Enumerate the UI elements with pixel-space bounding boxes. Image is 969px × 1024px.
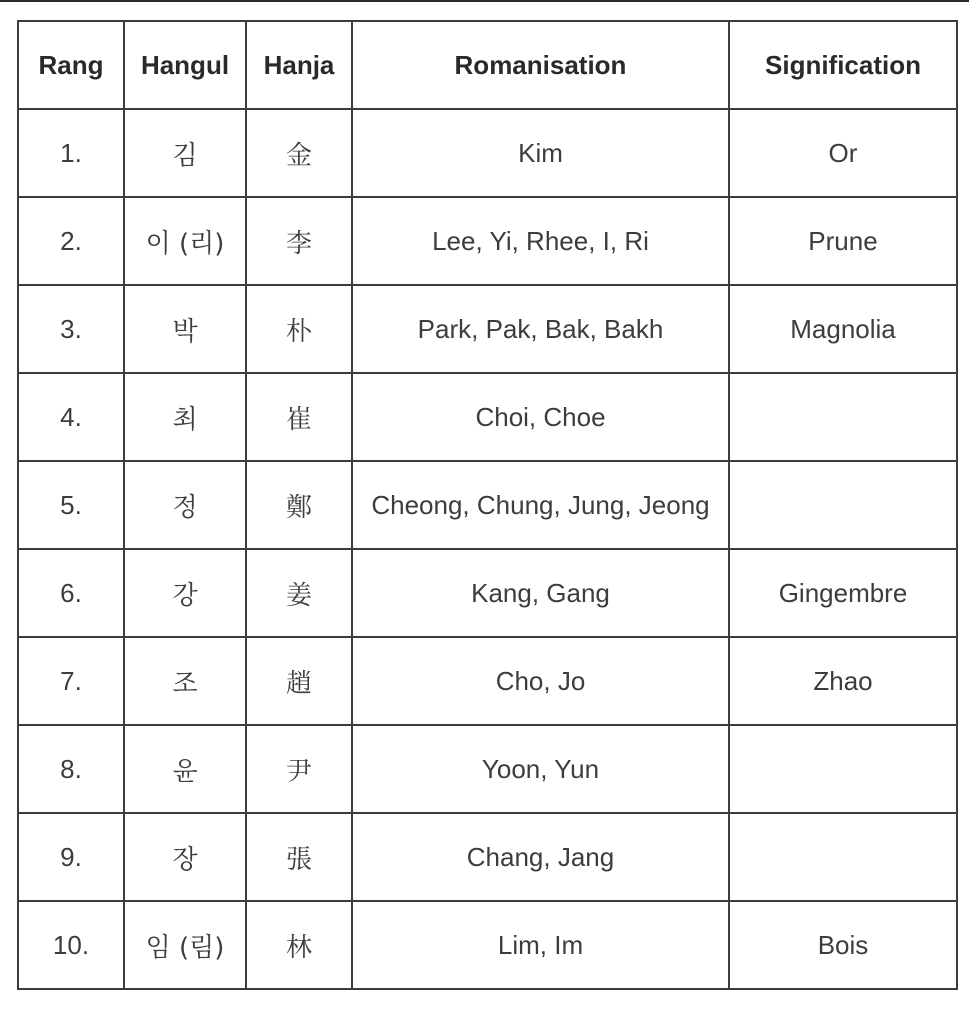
table-row	[18, 109, 957, 197]
header-hangul: Hangul	[124, 21, 246, 109]
cell-signification	[729, 373, 957, 461]
cell-hanja: 張	[246, 813, 352, 901]
cell-rang: 7.	[18, 637, 124, 725]
table-row	[18, 901, 957, 989]
cell-hanja: 朴	[246, 285, 352, 373]
cell-romanisation: Park, Pak, Bak, Bakh	[352, 285, 729, 373]
table-row	[18, 197, 957, 285]
cell-romanisation: Lee, Yi, Rhee, I, Ri	[352, 197, 729, 285]
table-row	[18, 637, 957, 725]
cell-rang: 3.	[18, 285, 124, 373]
cell-signification	[729, 461, 957, 549]
header-row	[18, 21, 957, 109]
cell-hangul: 이 (리)	[124, 197, 246, 285]
cell-hanja: 姜	[246, 549, 352, 637]
cell-romanisation: Yoon, Yun	[352, 725, 729, 813]
cell-hangul: 조	[124, 637, 246, 725]
table-row	[18, 725, 957, 813]
cell-signification	[729, 725, 957, 813]
cell-signification	[729, 813, 957, 901]
header-hanja: Hanja	[246, 21, 352, 109]
korean-surnames-table	[17, 20, 958, 990]
cell-rang: 10.	[18, 901, 124, 989]
cell-hangul: 임 (림)	[124, 901, 246, 989]
cell-hangul: 박	[124, 285, 246, 373]
table-row	[18, 813, 957, 901]
cell-romanisation: Chang, Jang	[352, 813, 729, 901]
cell-signification: Zhao	[729, 637, 957, 725]
header-rang: Rang	[18, 21, 124, 109]
header-signification: Signification	[729, 21, 957, 109]
cell-romanisation: Kang, Gang	[352, 549, 729, 637]
header-romanisation: Romanisation	[352, 21, 729, 109]
cell-hangul: 김	[124, 109, 246, 197]
cell-rang: 5.	[18, 461, 124, 549]
cell-romanisation: Choi, Choe	[352, 373, 729, 461]
top-divider	[0, 0, 969, 2]
cell-hanja: 林	[246, 901, 352, 989]
cell-rang: 4.	[18, 373, 124, 461]
cell-hanja: 尹	[246, 725, 352, 813]
cell-hanja: 鄭	[246, 461, 352, 549]
cell-romanisation: Lim, Im	[352, 901, 729, 989]
cell-hangul: 정	[124, 461, 246, 549]
cell-signification: Bois	[729, 901, 957, 989]
table-row	[18, 461, 957, 549]
cell-signification: Prune	[729, 197, 957, 285]
cell-rang: 2.	[18, 197, 124, 285]
cell-signification: Gingembre	[729, 549, 957, 637]
cell-hangul: 최	[124, 373, 246, 461]
cell-signification: Or	[729, 109, 957, 197]
table-row	[18, 285, 957, 373]
cell-romanisation: Cho, Jo	[352, 637, 729, 725]
cell-hanja: 趙	[246, 637, 352, 725]
cell-hanja: 崔	[246, 373, 352, 461]
cell-romanisation: Cheong, Chung, Jung, Jeong	[352, 461, 729, 549]
cell-hangul: 장	[124, 813, 246, 901]
cell-hangul: 강	[124, 549, 246, 637]
cell-romanisation: Kim	[352, 109, 729, 197]
cell-signification: Magnolia	[729, 285, 957, 373]
cell-rang: 6.	[18, 549, 124, 637]
cell-hanja: 李	[246, 197, 352, 285]
table-row	[18, 549, 957, 637]
cell-rang: 8.	[18, 725, 124, 813]
cell-hangul: 윤	[124, 725, 246, 813]
cell-rang: 1.	[18, 109, 124, 197]
table-row	[18, 373, 957, 461]
cell-rang: 9.	[18, 813, 124, 901]
cell-hanja: 金	[246, 109, 352, 197]
